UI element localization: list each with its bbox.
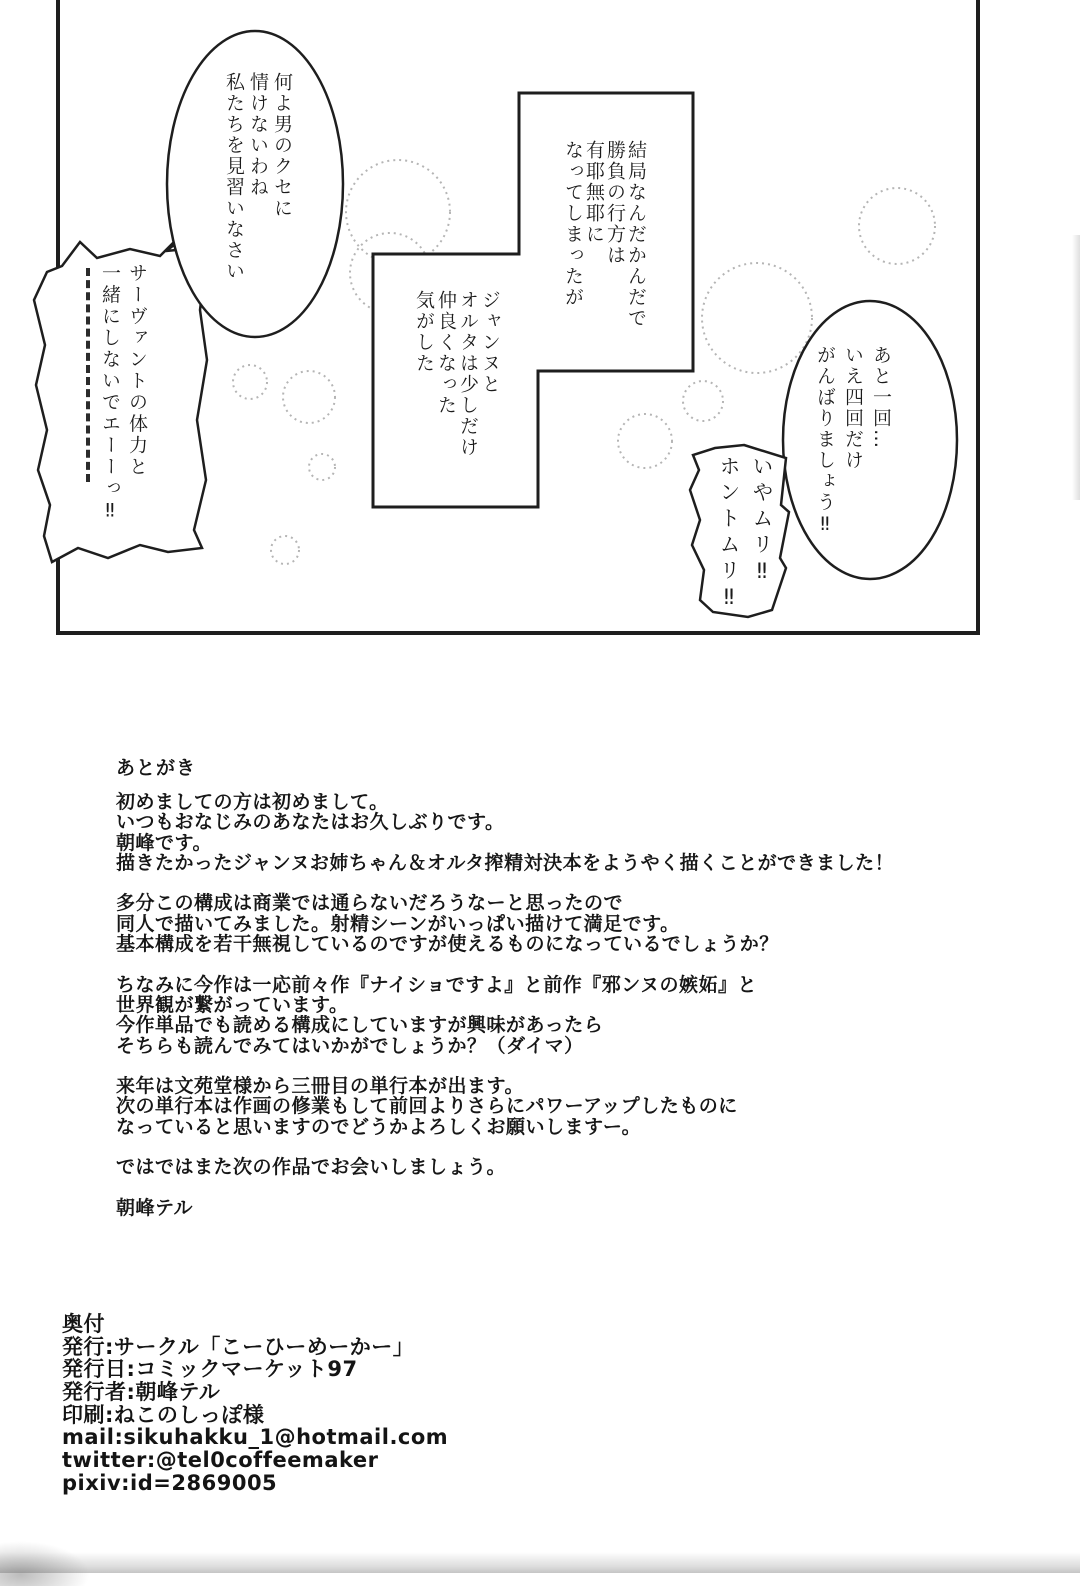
afterword-line [116, 1056, 894, 1076]
afterword-line [116, 1137, 894, 1157]
colophon-line: twitter:@tel0coffeemaker [62, 1448, 379, 1473]
screentone-bubble-circle [859, 188, 935, 264]
bubble-cheer-text [811, 345, 895, 537]
bubble-text-column: いやムリ‼ [750, 455, 774, 588]
afterword-line: ちなみに今作は一応前々作『ナイショですよ』と前作『邪ンヌの嫉妬』と [116, 973, 758, 996]
screentone-bubble-circle [309, 454, 335, 480]
bubble-text-column: 情けないわね [247, 72, 269, 198]
afterword-line: 朝峰テル [116, 1196, 194, 1219]
caption-upper-text [562, 140, 646, 329]
bubble-text-column: サーヴァントの体力と [126, 263, 148, 478]
bubble-text-column: 私たちを見習いなさい [223, 72, 245, 282]
bubble-scold-text [222, 72, 294, 282]
afterword-line: ではではまた次の作品でお会いしましょう。 [116, 1156, 507, 1179]
afterword-line: 朝峰です。 [116, 831, 212, 854]
bubble-refuse-text [712, 455, 778, 614]
afterword-line: 同人で描いてみました。射精シーンがいっぱい描けて満足です。 [116, 912, 680, 935]
scan-artifact-bottom-smudge [0, 1552, 1080, 1573]
afterword-line: なっていると思いますのでどうかよろしくお願いしますー。 [116, 1115, 642, 1138]
screentone-bubble-circle [233, 365, 267, 399]
bubble-text-column: いえ四回だけ [842, 345, 864, 471]
afterword-line [116, 954, 894, 974]
caption-lower-text [413, 290, 501, 458]
bubble-text-column: ホントムリ‼ [717, 455, 741, 614]
afterword-line: 初めましての方は初めまして。 [116, 791, 389, 813]
caption-text-column: 有耶無耶に [583, 140, 605, 245]
bubble-text-column: あと一回… [870, 345, 892, 450]
screentone-bubble-circle [618, 414, 672, 468]
colophon-line: pixiv:id=2869005 [62, 1470, 278, 1495]
colophon-line: 奥付 [62, 1312, 105, 1336]
afterword-line: 描きたかったジャンヌお姉ちゃん＆オルタ搾精対決本をようやく描くことができました！ [116, 851, 895, 874]
scan-artifact-right-streak [1072, 235, 1080, 500]
bubble-text-column: 何よ男のクセに [271, 72, 293, 219]
caption-text-column: ジャンヌと [479, 290, 501, 395]
afterword-line [116, 873, 894, 893]
colophon-line: 発行者:朝峰テル [62, 1380, 221, 1405]
colophon [62, 1313, 448, 1495]
screentone-bubble-circle [683, 381, 723, 421]
caption-text-column: 仲良くなった [435, 290, 457, 416]
afterword-line: 今作単品でも読める構成にしていますが興味があったら [116, 1014, 604, 1037]
colophon-line: 発行:サークル「こーひーめーかー」 [62, 1334, 415, 1359]
bubble-text-column: がんばりましょう‼ [814, 345, 836, 537]
afterword-line: 世界観が繋がっています。 [116, 993, 349, 1016]
screentone-bubble-circle [283, 371, 335, 423]
caption-text-column: なってしまったが [562, 140, 584, 308]
screentone-bubble-circle [271, 536, 299, 564]
afterword-line: いつもおなじみのあなたはお久しぶりです。 [116, 811, 505, 834]
afterword-line: 次の単行本は作画の修業もして前回よりさらにパワーアップしたものに [116, 1095, 738, 1118]
afterword-line [116, 1178, 894, 1198]
caption-text-column: オルタは少しだけ [457, 290, 479, 458]
screentone-bubble-circle [702, 263, 812, 373]
bubble-text-column: 一緒にしないでエーーっ‼ [99, 263, 121, 524]
colophon-line: 印刷:ねこのしっぽ様 [62, 1402, 265, 1427]
bubble-protest-text [96, 263, 150, 524]
dash-elongation-line [86, 268, 90, 482]
caption-text-column: 気がした [413, 290, 435, 374]
afterword-body [116, 792, 894, 1218]
afterword-line: 来年は文苑堂様から三冊目の単行本が出ます。 [116, 1075, 524, 1098]
colophon-line: 発行日:コミックマーケット97 [62, 1357, 358, 1382]
afterword-line: そちらも読んでみてはいかがでしょうか？（ダイマ） [116, 1034, 584, 1057]
caption-text-column: 勝負の行方は [604, 140, 626, 266]
screentone-bubble-circle [346, 160, 450, 264]
afterword-title: あとがき [116, 757, 197, 779]
afterword-line: 多分この構成は商業では通らないだろうなーと思ったので [116, 892, 624, 915]
colophon-line: mail:sikuhakku_1@hotmail.com [62, 1425, 449, 1450]
caption-text-column: 結局なんだかんだで [625, 140, 647, 329]
scan-artifact-corner-smudge [0, 1540, 92, 1586]
manga-panel-artwork [0, 0, 1080, 650]
afterword-line: 基本構成を若干無視しているのですが使えるものになっているでしょうか？ [116, 933, 779, 956]
